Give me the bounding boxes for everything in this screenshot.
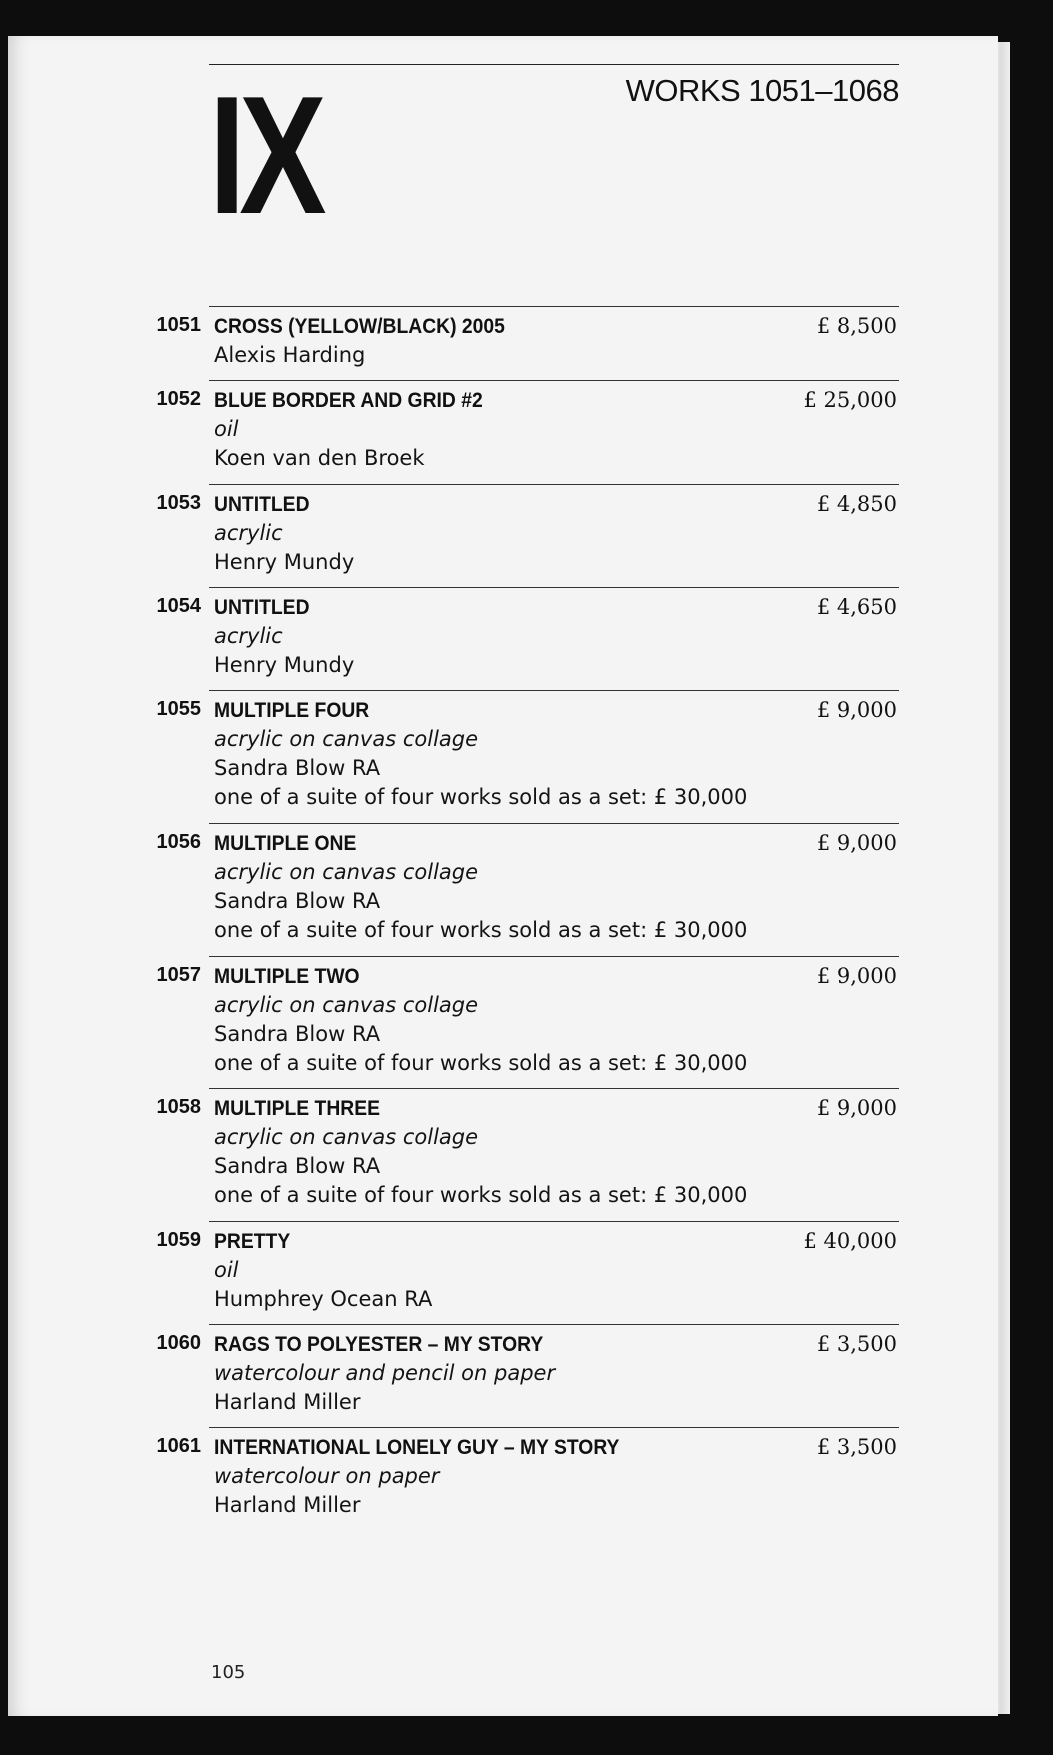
entry-details [214,593,774,680]
entry-title: UNTITLED [214,596,310,619]
entry-title: BLUE BORDER AND GRID #2 [214,389,483,412]
entry-number: 1059 [156,1229,201,1251]
entry-divider [209,306,899,307]
entry-medium: watercolour on paper [214,1464,440,1488]
entry-details [214,386,774,473]
entry-medium: acrylic on canvas collage [214,727,479,751]
entry-details [214,829,774,945]
entry-number: 1060 [156,1332,201,1354]
entry-number: 1058 [156,1096,201,1118]
entry-divider [209,690,899,691]
entry-title: INTERNATIONAL LONELY GUY – MY STORY [214,1436,620,1459]
entry-number: 1055 [156,698,201,720]
entry-number: 1051 [156,314,201,336]
page-number: 105 [211,1662,246,1683]
entry-title: MULTIPLE FOUR [214,699,370,722]
entry-price: £ 9,000 [816,964,897,988]
entry-number: 1052 [156,388,201,410]
entry-details [214,312,774,370]
entry-divider [209,484,899,485]
entry-number: 1061 [156,1435,201,1457]
entry-details [214,490,774,577]
section-numeral: IX [209,61,321,249]
entry-divider [209,1427,899,1428]
entry-medium: oil [214,417,239,441]
entry-artist: Alexis Harding [214,343,366,367]
entry-note: one of a suite of four works sold as a set: £ 30,000 [214,918,748,942]
entry-price: £ 40,000 [803,1229,897,1253]
entry-price: £ 9,000 [816,831,897,855]
entry-divider [209,1088,899,1089]
entry-title: UNTITLED [214,493,310,516]
entry-medium: watercolour and pencil on paper [214,1361,556,1385]
entry-artist: Harland Miller [214,1390,361,1414]
entry-price: £ 25,000 [803,388,897,412]
entry-medium: acrylic on canvas collage [214,1125,479,1149]
entry-artist: Sandra Blow RA [214,1154,381,1178]
entry-artist: Henry Mundy [214,550,355,574]
entry-medium: acrylic on canvas collage [214,860,479,884]
entry-medium: acrylic [214,521,283,545]
entry-details [214,962,774,1078]
entry-details [214,696,774,812]
entry-medium: oil [214,1258,239,1282]
entry-price: £ 4,650 [816,595,897,619]
entry-medium: acrylic [214,624,283,648]
entry-price: £ 8,500 [816,314,897,338]
entry-divider [209,587,899,588]
entry-title: MULTIPLE TWO [214,965,360,988]
entry-artist: Harland Miller [214,1493,361,1517]
entry-number: 1057 [156,964,201,986]
entry-number: 1053 [156,492,201,514]
entry-divider [209,823,899,824]
entry-price: £ 9,000 [816,1096,897,1120]
entry-note: one of a suite of four works sold as a set: £ 30,000 [214,1051,748,1075]
entry-artist: Sandra Blow RA [214,889,381,913]
entry-title: PRETTY [214,1230,291,1253]
entry-divider [209,1324,899,1325]
entry-title: CROSS (YELLOW/BLACK) 2005 [214,315,505,338]
entry-medium: acrylic on canvas collage [214,993,479,1017]
entry-price: £ 3,500 [816,1332,897,1356]
section-header [209,61,899,255]
entry-details [214,1227,774,1314]
entry-artist: Sandra Blow RA [214,756,381,780]
entry-details [214,1330,774,1417]
entry-artist: Henry Mundy [214,653,355,677]
entry-note: one of a suite of four works sold as a set: £ 30,000 [214,785,748,809]
entry-artist: Koen van den Broek [214,446,425,470]
entry-title: MULTIPLE THREE [214,1097,381,1120]
works-range-title: WORKS 1051–1068 [625,73,899,108]
entry-number: 1054 [156,595,201,617]
entry-price: £ 9,000 [816,698,897,722]
entry-title: RAGS TO POLYESTER – MY STORY [214,1333,544,1356]
entry-number: 1056 [156,831,201,853]
entry-price: £ 3,500 [816,1435,897,1459]
entry-details [214,1094,774,1210]
entry-price: £ 4,850 [816,492,897,516]
entry-title: MULTIPLE ONE [214,832,357,855]
entry-details [214,1433,774,1520]
entry-artist: Humphrey Ocean RA [214,1287,433,1311]
entry-artist: Sandra Blow RA [214,1022,381,1046]
entry-divider [209,1221,899,1222]
entry-note: one of a suite of four works sold as a set: £ 30,000 [214,1183,748,1207]
entry-divider [209,380,899,381]
entry-divider [209,956,899,957]
